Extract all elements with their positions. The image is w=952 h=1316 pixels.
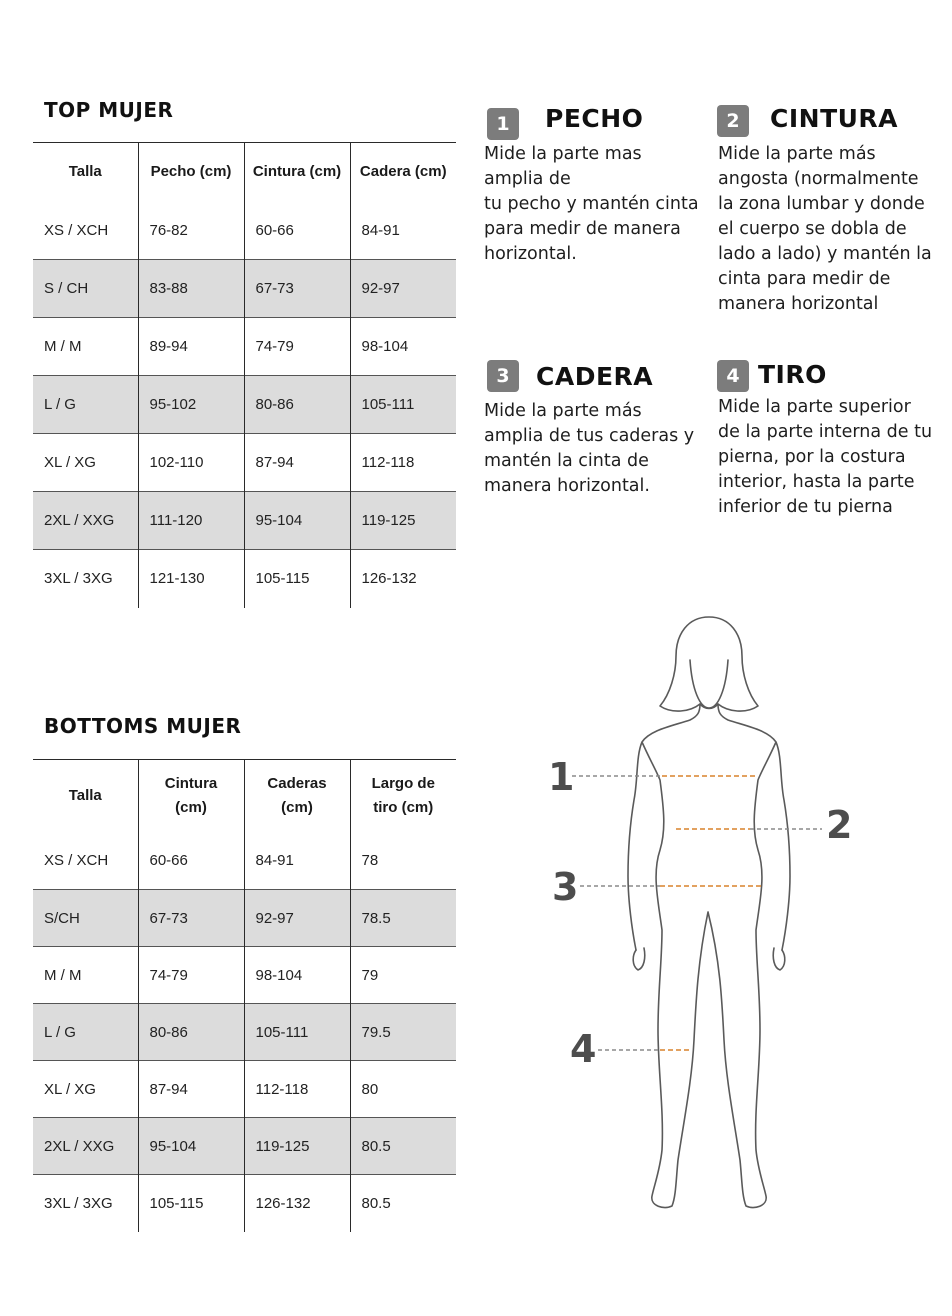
value-cell: 98-104 — [244, 947, 350, 1004]
size-cell: 2XL / XXG — [33, 1118, 138, 1175]
value-cell: 80.5 — [361, 1194, 391, 1212]
value-cell: 102-110 — [138, 434, 244, 492]
value-cell: 83-88 — [138, 260, 244, 318]
column-header: Cintura (cm) — [244, 143, 350, 202]
measure-desc-pecho: Mide la parte mas amplia de tu pecho y mantén cinta para medir de manera horizontal. — [484, 144, 699, 264]
left-hand-outline — [633, 948, 645, 970]
measure-title-cintura: CINTURA — [770, 104, 899, 133]
value-cell: 60-66 — [138, 833, 244, 890]
value-cell: 95-102 — [138, 376, 244, 434]
value-cell: 80-86 — [244, 376, 350, 434]
value-cell: 74-79 — [138, 947, 244, 1004]
value-cell: 87-94 — [138, 1061, 244, 1118]
column-header: Largo de tiro (cm) — [371, 775, 435, 817]
column-header: Talla — [33, 760, 138, 833]
size-cell: XL / XG — [33, 1061, 138, 1118]
value-cell: 95-104 — [244, 492, 350, 550]
head-hair-outline — [660, 617, 758, 711]
right-hand-outline — [773, 948, 785, 970]
value-cell: 119-125 — [244, 1118, 350, 1175]
measure-desc-tiro: Mide la parte superior de la parte interna de tu pierna, por la costura interior, hasta la parte inferior de tu pierna — [718, 397, 933, 517]
value-cell: 126-132 — [361, 570, 417, 588]
measure-title-pecho: PECHO — [545, 104, 644, 133]
value-cell: 98-104 — [361, 338, 409, 355]
value-cell: 121-130 — [138, 550, 244, 608]
value-cell: 79.5 — [350, 1004, 456, 1061]
value-cell: 80 — [361, 1080, 379, 1098]
value-cell: 95-104 — [138, 1118, 244, 1175]
value-cell: 80.5 — [350, 1118, 456, 1175]
value-cell: 92-97 — [350, 260, 456, 318]
size-cell: XS / XCH — [33, 202, 138, 260]
body-outline — [628, 617, 790, 1208]
value-cell: 89-94 — [138, 318, 244, 376]
size-cell: 3XL / 3XG — [33, 550, 138, 608]
value-cell: 87-94 — [244, 434, 350, 492]
measure-desc-cadera: Mide la parte más amplia de tus caderas y mantén la cinta de manera horizontal. — [484, 401, 695, 496]
value-cell: 78.5 — [350, 890, 456, 947]
size-cell: L / G — [33, 376, 138, 434]
column-header: Cintura (cm) — [138, 760, 244, 833]
column-header: Talla — [33, 143, 138, 202]
value-cell: 105-115 — [244, 550, 350, 608]
measure-desc-cintura: Mide la parte más angosta (normalmente la zona lumbar y donde el cuerpo se dobla de lado a lado) y mantén la cinta para medir de manera horizontal — [718, 144, 932, 314]
value-cell: 112-118 — [244, 1061, 350, 1118]
size-cell: S/CH — [33, 890, 138, 947]
size-cell: L / G — [33, 1004, 138, 1061]
value-cell: 74-79 — [244, 318, 350, 376]
top-table-title: TOP MUJER — [44, 98, 174, 122]
step-badge-4: 4 — [717, 360, 749, 392]
measure-title-cadera: CADERA — [536, 362, 654, 391]
face-outline — [690, 660, 728, 708]
value-cell: 111-120 — [138, 492, 244, 550]
value-cell: 67-73 — [244, 260, 350, 318]
step-badge-2: 2 — [717, 105, 749, 137]
column-header: Caderas (cm) — [244, 760, 350, 833]
value-cell: 105-111 — [244, 1004, 350, 1061]
value-cell: 84-91 — [361, 221, 400, 239]
column-header: Cadera (cm) — [359, 163, 447, 181]
value-cell: 105-115 — [138, 1175, 244, 1232]
value-cell: 76-82 — [138, 202, 244, 260]
body-silhouette — [628, 704, 790, 1208]
value-cell: 67-73 — [138, 890, 244, 947]
size-cell: XL / XG — [33, 434, 138, 492]
step-badge-1: 1 — [487, 108, 519, 140]
figure-marker-1: 1 — [548, 755, 575, 799]
size-cell: 3XL / 3XG — [33, 1175, 138, 1232]
step-badge-3: 3 — [487, 360, 519, 392]
bottom-table-title: BOTTOMS MUJER — [44, 714, 242, 738]
size-cell: S / CH — [33, 260, 138, 318]
value-cell: 84-91 — [244, 833, 350, 890]
figure-marker-4: 4 — [570, 1027, 597, 1071]
figure-marker-3: 3 — [552, 865, 579, 909]
value-cell: 92-97 — [244, 890, 350, 947]
size-cell: M / M — [33, 318, 138, 376]
figure-marker-2: 2 — [826, 803, 853, 847]
size-cell: XS / XCH — [33, 833, 138, 890]
measure-guides — [572, 776, 822, 1050]
value-cell: 79 — [361, 966, 379, 984]
measure-title-tiro: TIRO — [758, 360, 827, 389]
value-cell: 80-86 — [138, 1004, 244, 1061]
value-cell: 78 — [361, 852, 379, 870]
size-cell: 2XL / XXG — [33, 492, 138, 550]
value-cell: 60-66 — [244, 202, 350, 260]
value-cell: 119-125 — [350, 492, 456, 550]
value-cell: 126-132 — [244, 1175, 350, 1232]
size-cell: M / M — [33, 947, 138, 1004]
column-header: Pecho (cm) — [138, 143, 244, 202]
value-cell: 105-111 — [350, 376, 456, 434]
value-cell: 112-118 — [361, 454, 415, 471]
